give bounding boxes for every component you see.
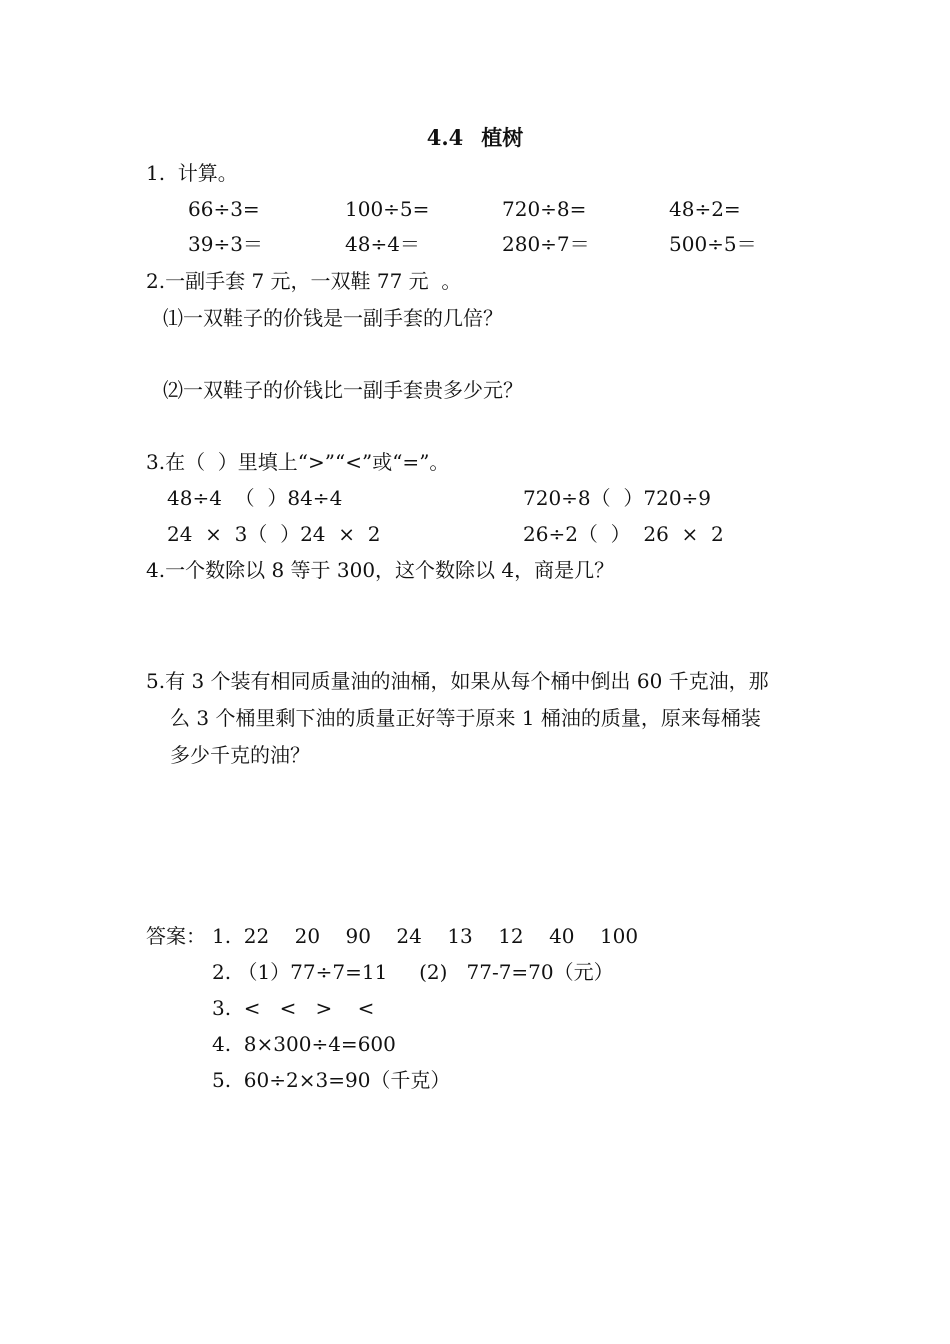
q1-item: 48÷2= bbox=[669, 197, 741, 221]
q2-sub2: ⑵一双鞋子的价钱比一副手套贵多少元？ bbox=[163, 378, 523, 402]
q4-stem: 4.一个数除以 8 等于 300，这个数除以 4，商是几？ bbox=[146, 558, 615, 582]
q1-item: 66÷3= bbox=[188, 197, 260, 221]
title-number: 4.4 bbox=[426, 125, 464, 150]
q1-item: 500÷5＝ bbox=[669, 232, 757, 256]
q1-item: 100÷5= bbox=[345, 197, 430, 221]
page-title bbox=[0, 124, 950, 152]
title-text: 植树 bbox=[481, 125, 524, 150]
q2-stem: 2.一副手套 7 元，一双鞋 77 元 。 bbox=[146, 269, 462, 293]
q3-item: 24 × 3（ ）24 × 2 bbox=[167, 522, 381, 546]
q5-line: 么 3 个桶里剩下油的质量正好等于原来 1 桶油的质量，原来每桶装 bbox=[170, 706, 761, 730]
q3-item: 720÷8（ ）720÷9 bbox=[523, 486, 712, 510]
answer-line: 5. 60÷2×3=90（千克） bbox=[212, 1068, 451, 1092]
answers-label: 答案： bbox=[146, 924, 206, 948]
q1-label: 1. 计算。 bbox=[146, 161, 238, 185]
q1-item: 720÷8= bbox=[502, 197, 587, 221]
q3-item: 26÷2（ ） 26 × 2 bbox=[523, 522, 724, 546]
q3-stem: 3.在（ ）里填上“>”“<”或“=”。 bbox=[146, 450, 450, 474]
q5-line: 5.有 3 个装有相同质量油的油桶，如果从每个桶中倒出 60 千克油，那 bbox=[146, 669, 769, 693]
q3-item: 48÷4 （ ）84÷4 bbox=[167, 486, 343, 510]
answer-line: 4. 8×300÷4=600 bbox=[212, 1032, 396, 1056]
answer-line: 3. < < > < bbox=[212, 996, 375, 1020]
answer-line: 1. 22 20 90 24 13 12 40 100 bbox=[212, 924, 639, 948]
q5-line: 多少千克的油？ bbox=[170, 743, 310, 767]
q2-sub1: ⑴一双鞋子的价钱是一副手套的几倍？ bbox=[163, 306, 503, 330]
q1-item: 48÷4＝ bbox=[345, 232, 420, 256]
answer-line: 2. （1）77÷7=11 (2) 77-7=70（元） bbox=[212, 960, 614, 984]
q1-item: 39÷3＝ bbox=[188, 232, 263, 256]
q1-item: 280÷7＝ bbox=[502, 232, 590, 256]
